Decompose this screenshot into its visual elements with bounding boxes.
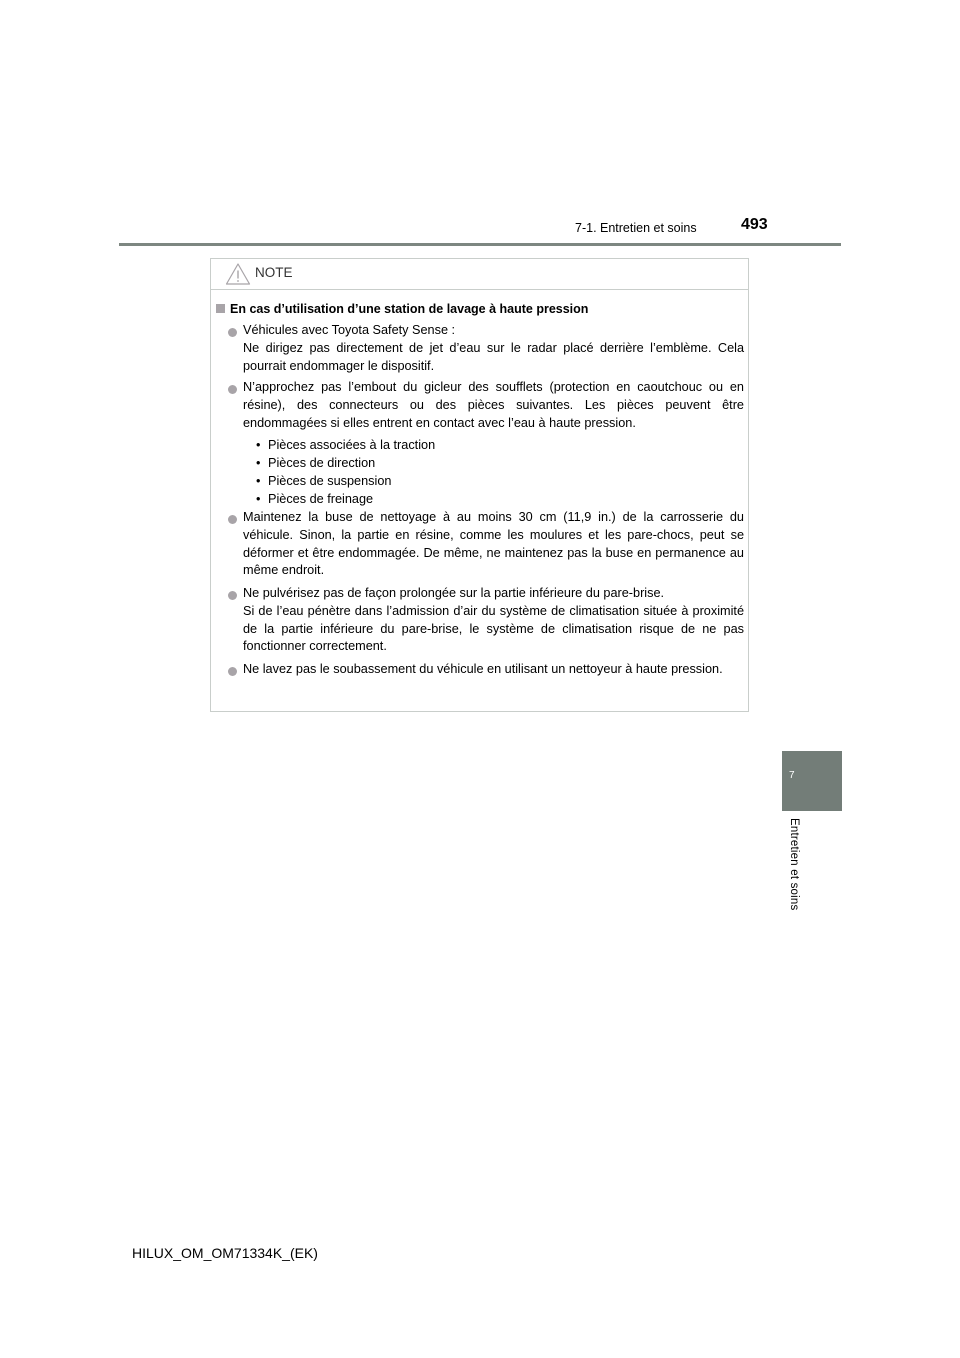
note-item-text: Si de l’eau pénètre dans l’admission d’air du système de climatisation située à proximité de la partie inférieure du pare-brise, le système de climatisation risque de ne pas fonctionner correctement. — [243, 603, 744, 654]
note-item-line: Ne pulvérisez pas de façon prolongée sur la partie inférieure du pare-brise. — [243, 586, 665, 600]
circle-bullet-icon — [228, 667, 237, 676]
note-header — [211, 259, 748, 290]
note-item — [243, 585, 744, 656]
square-bullet-icon — [216, 304, 225, 313]
circle-bullet-icon — [228, 328, 237, 337]
note-box — [210, 258, 749, 712]
note-title: NOTE — [255, 265, 293, 280]
section-heading-text: En cas d’utilisation d’une station de lavage à haute pression — [230, 302, 589, 316]
list-item: • Pièces de suspension — [256, 473, 391, 491]
note-item — [243, 322, 744, 375]
circle-bullet-icon — [228, 591, 237, 600]
chapter-number: 7 — [789, 770, 795, 781]
dot-bullet-icon: • — [256, 438, 261, 452]
warning-triangle-icon — [225, 262, 251, 286]
section-heading — [216, 302, 588, 316]
list-item: • Pièces de freinage — [256, 491, 373, 509]
note-item-line: Véhicules avec Toyota Safety Sense : — [243, 323, 456, 337]
circle-bullet-icon — [228, 385, 237, 394]
header-divider — [119, 243, 841, 246]
note-item: N’approchez pas l’embout du gicleur des soufflets (protection en caoutchouc ou en résine), des connecteurs ou des pièces suivantes. Les pièces peuvent être endommagées si elles entrent en contact avec l’eau à haute pression. — [243, 380, 744, 430]
page-number: 493 — [741, 216, 768, 233]
list-item: • Pièces de direction — [256, 455, 375, 473]
chapter-label: Entretien et soins — [788, 818, 800, 911]
dot-bullet-icon: • — [256, 456, 261, 470]
note-item-text: Ne dirigez pas directement de jet d’eau sur le radar placé derrière l’emblème. Cela pourrait endommager le dispositif. — [243, 340, 744, 373]
dot-bullet-icon: • — [256, 492, 261, 506]
document-code: HILUX_OM_OM71334K_(EK) — [132, 1245, 318, 1261]
note-item: Maintenez la buse de nettoyage à au moins 30 cm (11,9 in.) de la carrosserie du véhicule. Sinon, la partie en résine, comme les moulures et les pare-chocs, peut se déformer et être endommagée. De même, ne maintenez pas la buse en permanence au même endroit. — [243, 510, 744, 578]
dot-bullet-icon: • — [256, 474, 261, 488]
section-title: 7-1. Entretien et soins — [575, 221, 697, 235]
note-item: Ne lavez pas le soubassement du véhicule en utilisant un nettoyeur à haute pression. — [243, 662, 723, 676]
chapter-tab — [782, 751, 842, 811]
list-item: • Pièces associées à la traction — [256, 437, 435, 455]
circle-bullet-icon — [228, 515, 237, 524]
